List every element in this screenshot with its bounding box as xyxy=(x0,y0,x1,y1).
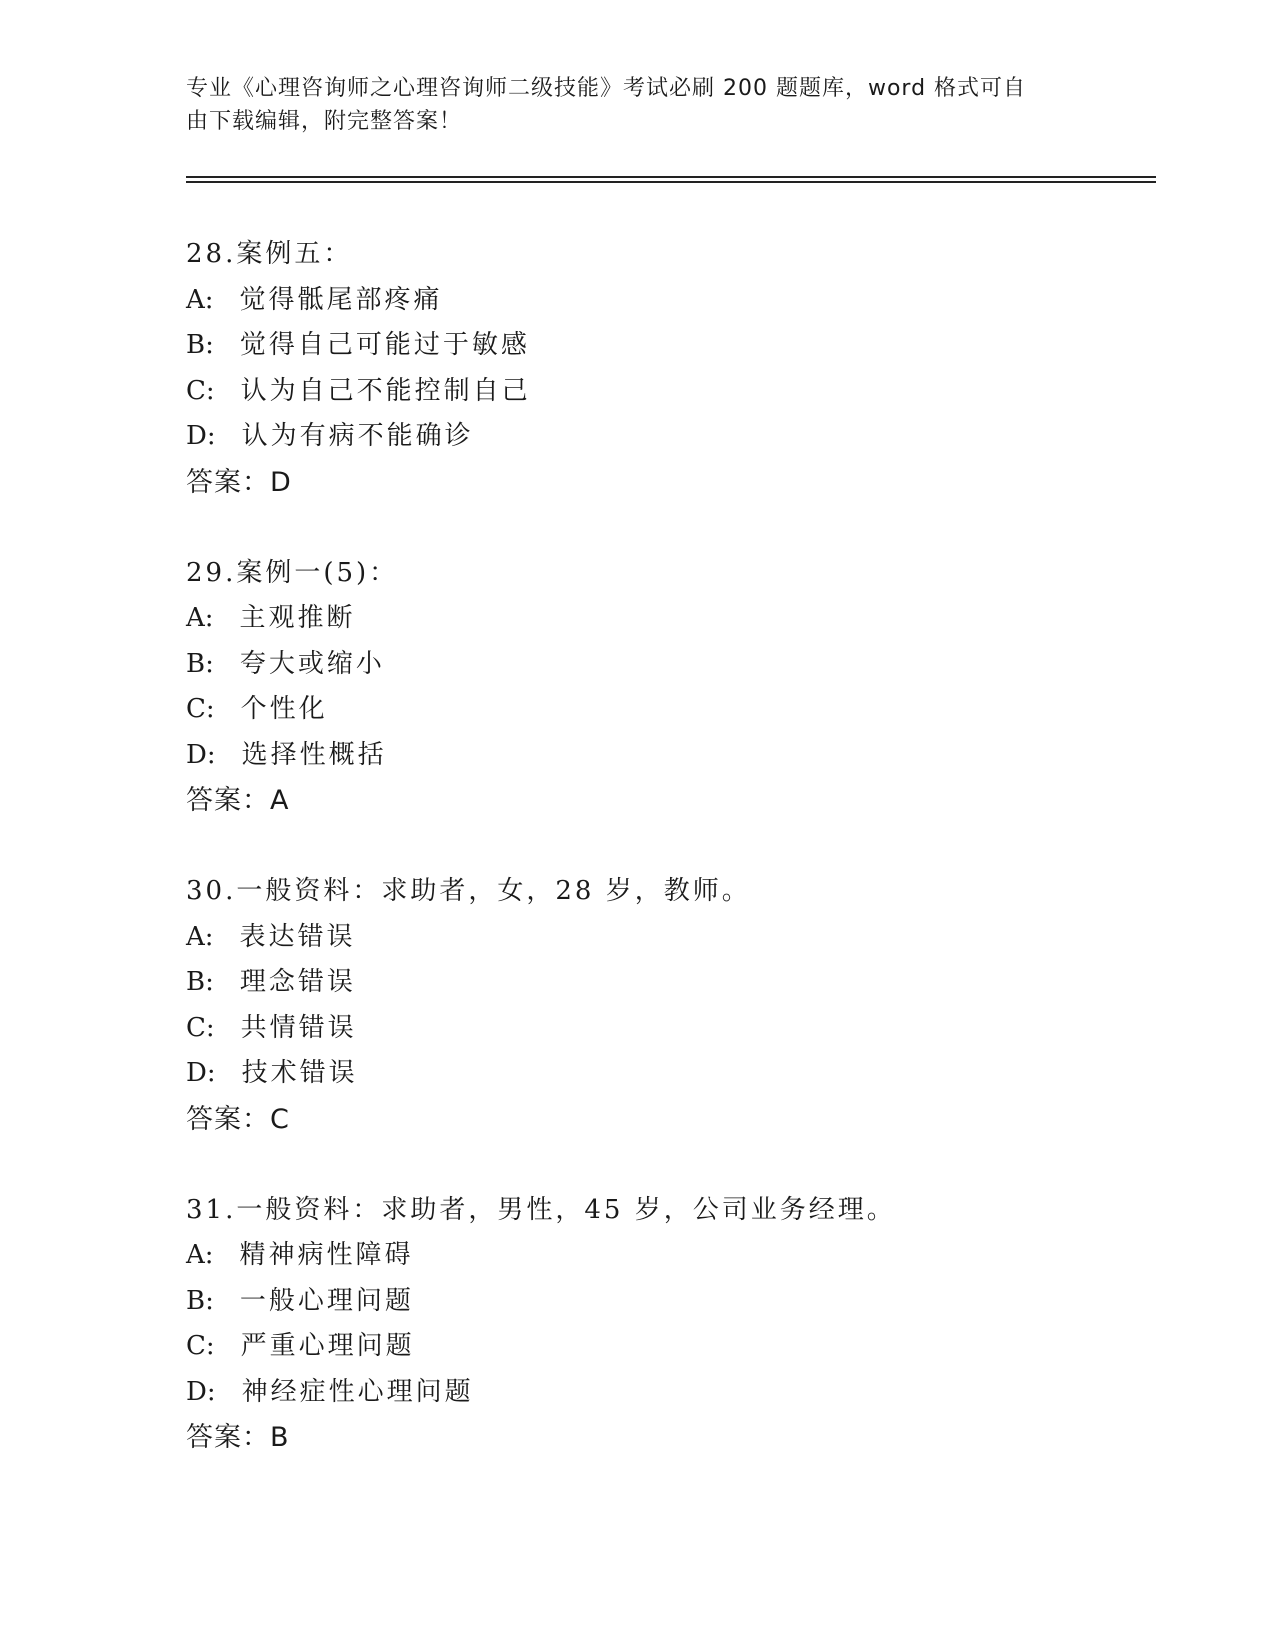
option-text: 主观推断 xyxy=(239,603,356,633)
question-list xyxy=(186,232,1156,1506)
option-label: C: xyxy=(186,375,215,406)
question-29 xyxy=(186,551,1156,825)
option-a xyxy=(186,1233,1156,1279)
option-a xyxy=(186,596,1156,642)
option-text: 觉得自己可能过于敏感 xyxy=(239,330,530,360)
option-b xyxy=(186,1279,1156,1325)
answer-line: 答案：D xyxy=(186,466,292,498)
question-stem: 28.案例五： xyxy=(186,239,353,269)
option-text: 技术错误 xyxy=(241,1058,358,1088)
header-line-2: 由下载编辑，附完整答案！ xyxy=(186,109,463,134)
question-stem: 30.一般资料：求助者，女，28 岁，教师。 xyxy=(186,876,751,906)
option-text: 夸大或缩小 xyxy=(239,648,385,679)
question-stem: 31.一般资料：求助者，男性，45 岁，公司业务经理。 xyxy=(186,1194,896,1225)
option-label: A: xyxy=(186,284,214,315)
document-header xyxy=(186,72,1086,138)
answer-line: 答案：B xyxy=(186,1422,290,1453)
option-label: B: xyxy=(186,967,214,997)
option-text: 理念错误 xyxy=(239,967,356,997)
option-label: C: xyxy=(186,1012,215,1043)
option-label: B: xyxy=(186,330,214,360)
option-label: D: xyxy=(186,1058,216,1088)
option-c xyxy=(186,369,1156,415)
option-d xyxy=(186,1051,1156,1097)
question-stem: 29.案例一(5)： xyxy=(186,557,399,588)
answer-line: 答案：C xyxy=(186,1103,290,1135)
option-text: 认为有病不能确诊 xyxy=(241,421,474,451)
option-c xyxy=(186,687,1156,733)
option-a xyxy=(186,278,1156,324)
option-label: B: xyxy=(186,1285,214,1316)
option-label: A: xyxy=(186,1240,214,1270)
option-text: 表达错误 xyxy=(239,921,356,952)
option-label: A: xyxy=(186,921,214,952)
option-text: 一般心理问题 xyxy=(239,1285,414,1316)
option-text: 共情错误 xyxy=(240,1012,357,1043)
option-label: D: xyxy=(186,739,216,770)
option-d xyxy=(186,1370,1156,1416)
option-label: C: xyxy=(186,694,215,724)
option-b xyxy=(186,642,1156,688)
header-divider-bottom xyxy=(186,181,1156,183)
question-30 xyxy=(186,869,1156,1143)
option-label: A: xyxy=(186,603,214,633)
option-text: 神经症性心理问题 xyxy=(241,1376,474,1407)
option-label: B: xyxy=(186,648,214,679)
option-text: 个性化 xyxy=(240,694,328,724)
option-b xyxy=(186,323,1156,369)
option-text: 认为自己不能控制自己 xyxy=(240,375,531,406)
header-line-1: 专业《心理咨询师之心理咨询师二级技能》考试必刷 200 题题库，word 格式可自 xyxy=(186,76,1027,101)
option-text: 严重心理问题 xyxy=(240,1331,415,1361)
option-c xyxy=(186,1006,1156,1052)
option-text: 觉得骶尾部疼痛 xyxy=(239,284,443,315)
option-label: C: xyxy=(186,1331,215,1361)
option-a xyxy=(186,915,1156,961)
question-28 xyxy=(186,232,1156,506)
option-label: D: xyxy=(186,421,216,451)
option-c xyxy=(186,1324,1156,1370)
option-label: D: xyxy=(186,1376,216,1407)
option-text: 选择性概括 xyxy=(241,739,387,770)
answer-line: 答案：A xyxy=(186,785,290,816)
option-d xyxy=(186,414,1156,460)
option-text: 精神病性障碍 xyxy=(239,1240,414,1270)
header-divider-top xyxy=(186,176,1156,178)
option-d xyxy=(186,733,1156,779)
option-b xyxy=(186,960,1156,1006)
question-31 xyxy=(186,1188,1156,1462)
